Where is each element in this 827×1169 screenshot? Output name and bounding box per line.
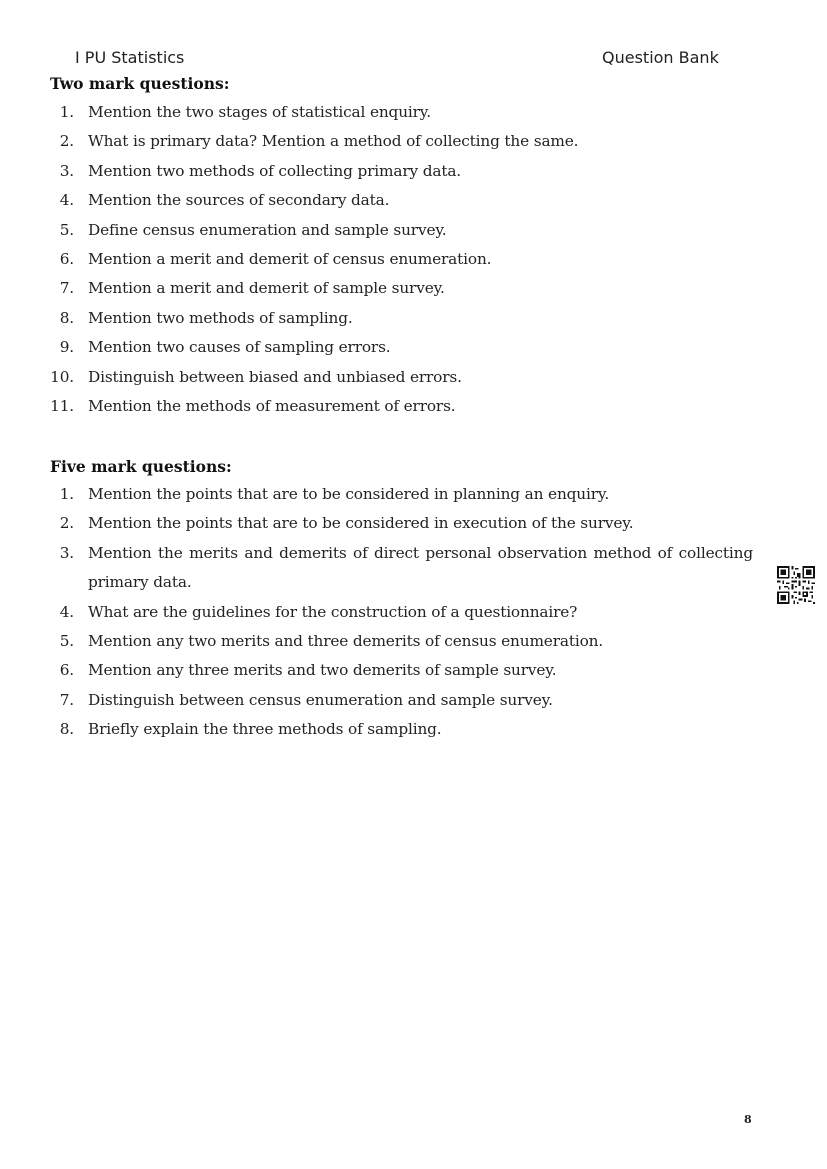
question-number: 11. [50,397,74,416]
question-text: What is primary data? Mention a method of collecting the same. [88,132,579,151]
question-text: Mention a merit and demerit of census enumeration. [88,250,492,269]
question-number: 10. [50,367,74,386]
question-item [40,157,753,186]
question-item [40,480,753,509]
question-number: 1. [59,103,74,121]
question-text: What are the guidelines for the construction of a questionnaire? [88,602,578,621]
question-number: 9. [59,338,74,357]
question-number: 8. [59,308,74,327]
question-number: 7. [59,279,74,298]
question-item [40,304,753,333]
five-mark-heading: Five mark questions: [50,457,232,476]
question-text: Distinguish between census enumeration and sample survey. [88,690,553,709]
question-number: 2. [59,132,74,151]
question-item [40,392,753,421]
question-number: 1. [59,485,74,503]
question-number: 6. [59,250,74,269]
question-text: Mention the methods of measurement of errors. [88,397,456,416]
header-subject: I PU Statistics [75,48,185,67]
question-item [40,245,753,274]
question-number: 3. [59,161,74,180]
question-text: Distinguish between biased and unbiased errors. [88,367,462,386]
question-text: Mention the merits and demerits of direct personal observation method of collecting primary data. [88,543,753,592]
question-item [40,216,753,245]
question-text: Briefly explain the three methods of sampling. [88,720,442,739]
header-title: Question Bank [602,48,719,67]
question-item [40,274,753,303]
question-text: Mention two methods of sampling. [88,308,353,327]
question-item [40,598,753,627]
question-text: Mention the two stages of statistical enquiry. [88,103,431,121]
question-item [40,539,753,598]
page-number: 8 [744,1113,752,1126]
question-text: Mention two causes of sampling errors. [88,338,391,357]
question-item [40,656,753,685]
question-text: Mention the points that are to be considered in planning an enquiry. [88,485,610,503]
question-item [40,715,753,744]
two-mark-question-list [40,98,753,421]
question-number: 5. [59,632,74,651]
question-item [40,333,753,362]
question-number: 2. [59,514,74,533]
question-number: 6. [59,661,74,680]
qr-code-icon [777,566,815,604]
question-number: 5. [59,220,74,239]
question-number: 3. [59,543,74,562]
question-text: Define census enumeration and sample survey. [88,220,447,239]
question-text: Mention a merit and demerit of sample survey. [88,279,445,298]
question-item [40,686,753,715]
two-mark-heading: Two mark questions: [50,74,230,93]
question-number: 8. [59,720,74,739]
question-text: Mention the sources of secondary data. [88,191,390,210]
question-item [40,363,753,392]
five-mark-question-list [40,480,753,745]
question-number: 4. [59,191,74,210]
question-number: 7. [59,690,74,709]
question-text: Mention any three merits and two demerits of sample survey. [88,661,557,680]
question-text: Mention two methods of collecting primary data. [88,161,462,180]
question-item [40,509,753,538]
question-number: 4. [59,602,74,621]
question-item [40,627,753,656]
question-item [40,98,753,127]
question-item [40,186,753,215]
question-text: Mention the points that are to be considered in execution of the survey. [88,514,634,533]
question-text: Mention any two merits and three demerits of census enumeration. [88,632,604,651]
question-item [40,127,753,156]
